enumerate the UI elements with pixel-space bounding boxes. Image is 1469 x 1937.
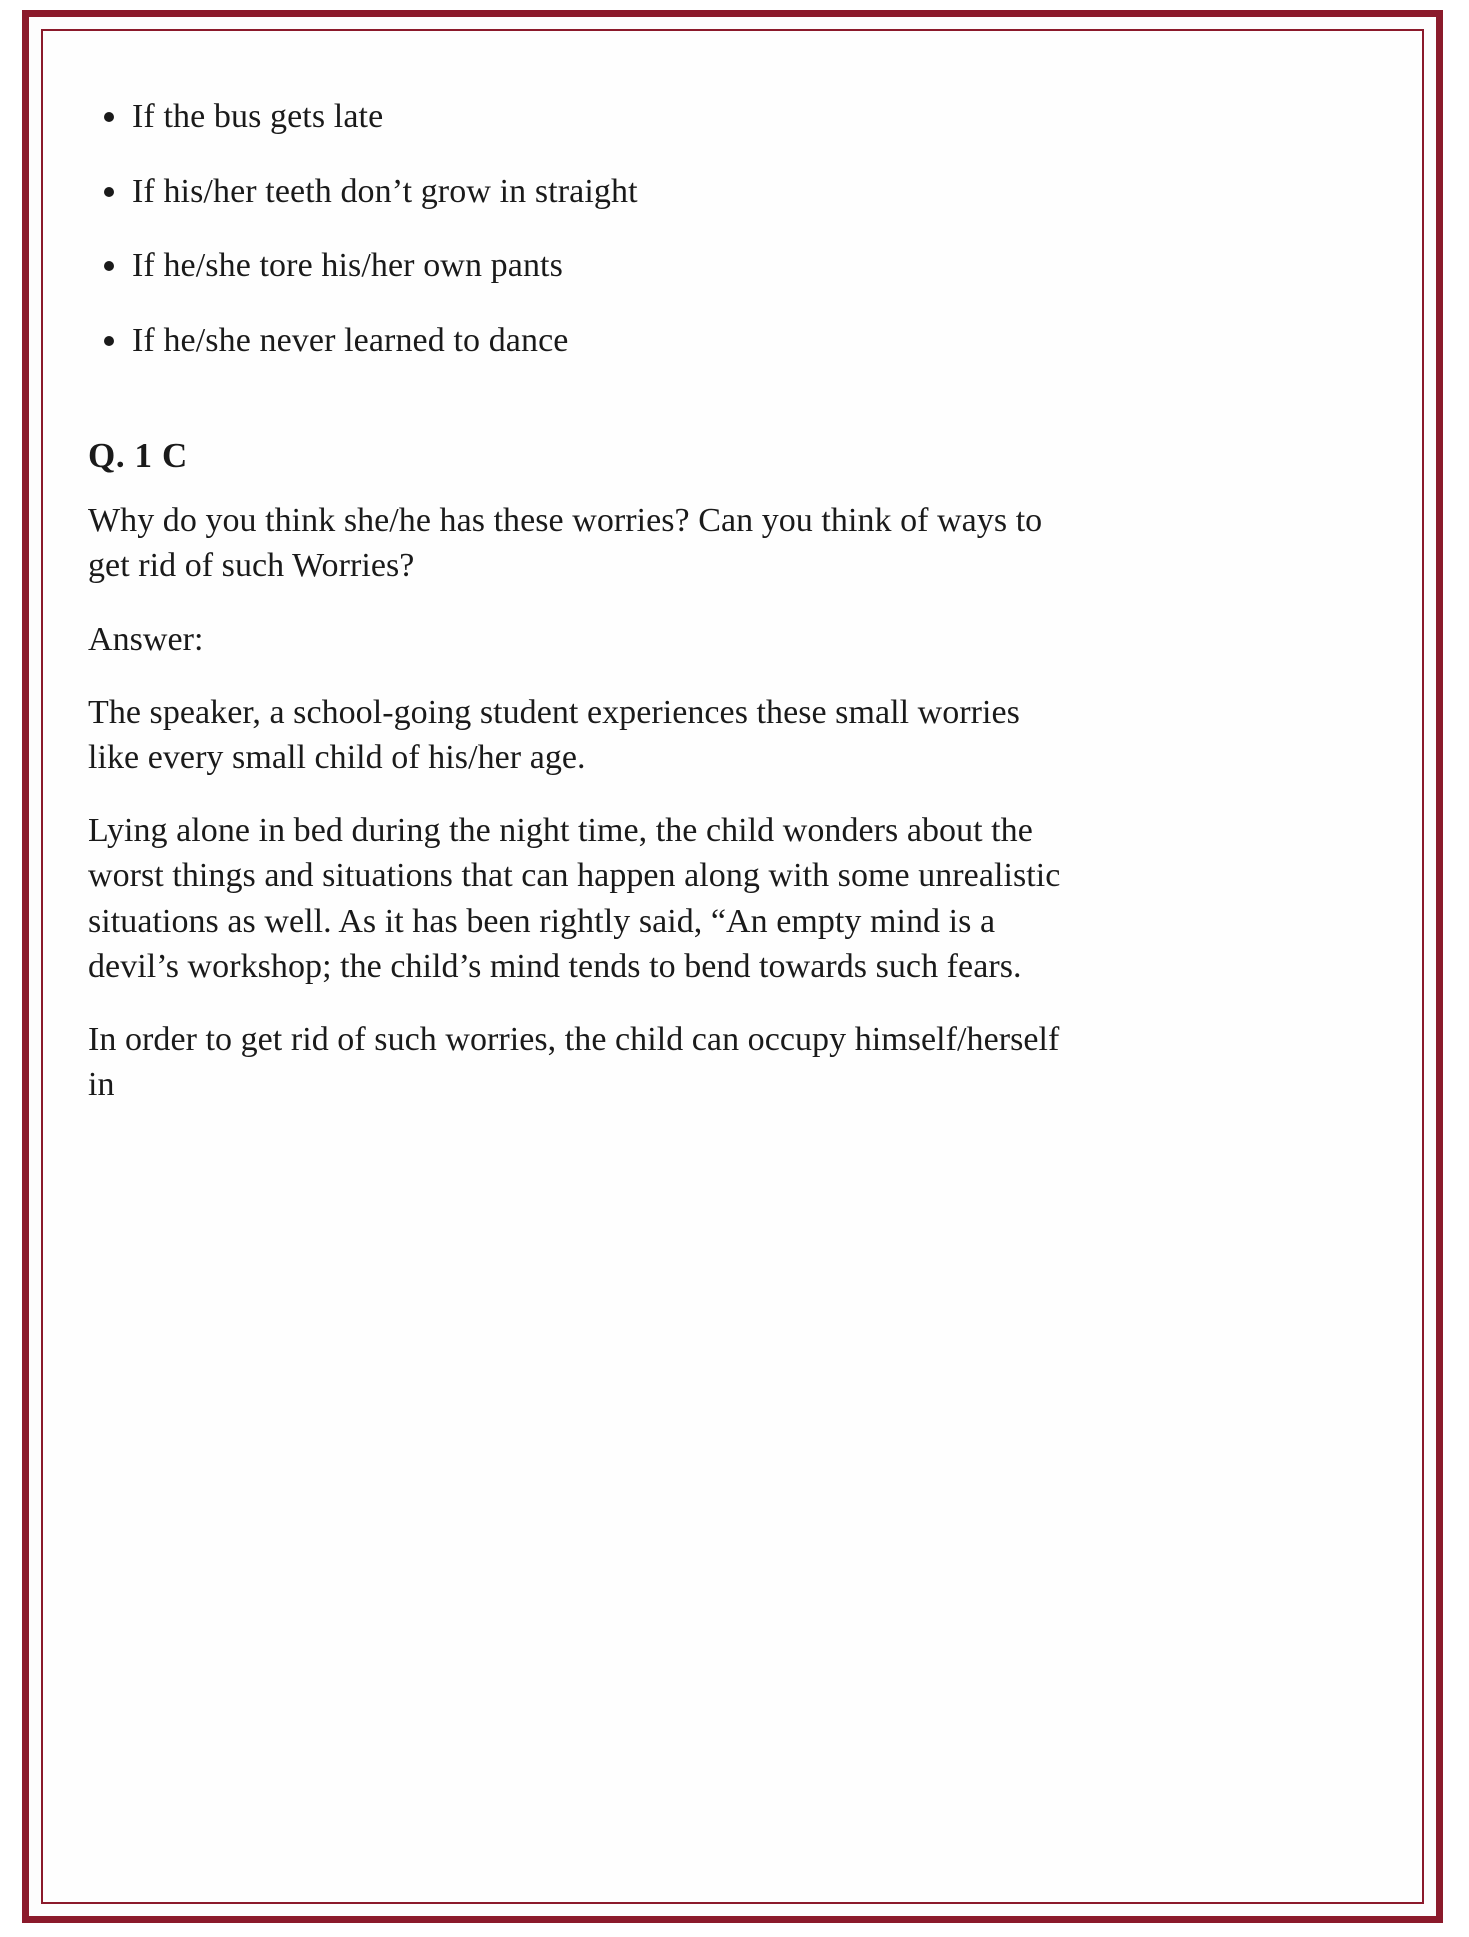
list-item (88, 244, 1093, 288)
page-content (88, 95, 1093, 1107)
bullet-point-icon (104, 112, 114, 122)
question-heading: Q. 1 C (88, 436, 188, 476)
list-item-label: If he/she never learned to dance (132, 321, 569, 359)
list-item-label: If the bus gets late (132, 98, 384, 135)
list-item (88, 95, 1093, 139)
answer-paragraph-2: Lying alone in bed during the night time, the child wonders about the worst things and situations that can happen along with some unrealistic situations as well. As it has been rightly said, “An empty mind is a devil’s workshop; the child’s mind tends to bend towards such fears. (88, 812, 1061, 985)
answer-label: Answer: (88, 620, 204, 658)
worries-bullet-list (88, 95, 1093, 362)
list-item (88, 170, 1093, 214)
bullet-point-icon (104, 187, 114, 197)
list-item-label: If his/her teeth don’t grow in straight (132, 172, 638, 210)
question-text: Why do you think she/he has these worries? Can you think of ways to get rid of such Worries? (88, 502, 1043, 585)
list-item (88, 319, 1093, 363)
answer-paragraph-3: In order to get rid of such worries, the child can occupy himself/herself in (88, 1021, 1060, 1104)
answer-paragraph-1: The speaker, a school-going student experiences these small worries like every small child of his/her age. (88, 693, 1020, 776)
bullet-point-icon (104, 336, 114, 346)
list-item-label: If he/she tore his/her own pants (132, 247, 563, 285)
bullet-point-icon (104, 261, 114, 271)
